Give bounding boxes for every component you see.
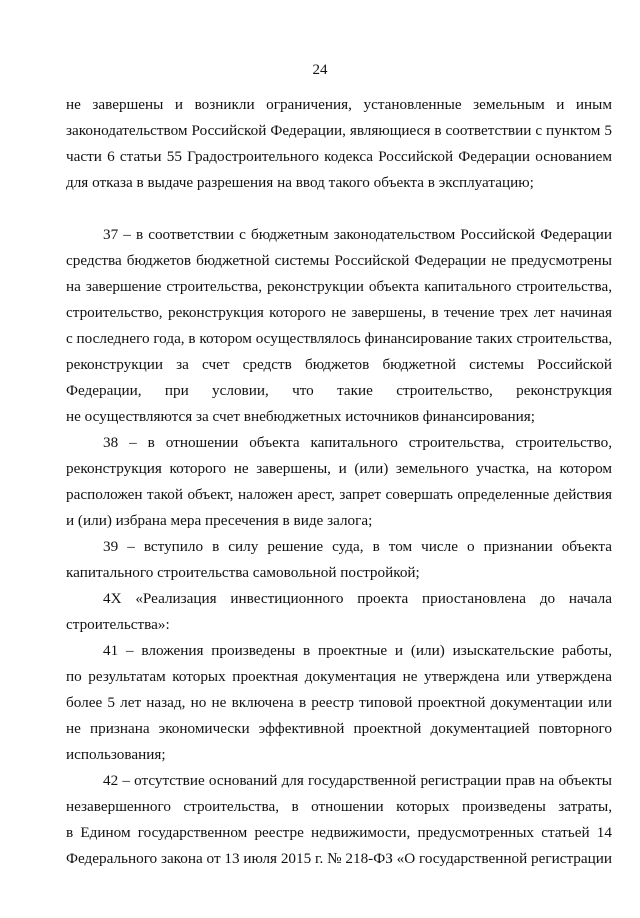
text-line: с последнего года, в котором осуществлялось финансирование таких строительства, [66, 330, 612, 347]
text-line: в Едином государственном реестре недвижимости, предусмотренных статьей 14 [66, 824, 612, 841]
text-line: незавершенного строительства, в отношении которых произведены затраты, [66, 798, 612, 815]
text-line: Федерального закона от 13 июля 2015 г. № 218-ФЗ «О государственной регистрации [66, 850, 612, 867]
text-line: реконструкция которого не завершены, и (или) земельного участка, на котором [66, 460, 612, 477]
paragraph-41-line: 41 – вложения произведены в проектные и (или) изыскательские работы, [103, 642, 612, 659]
text-line: средства бюджетов бюджетной системы Российской Федерации не предусмотрены [66, 252, 612, 269]
text-line: и (или) избрана мера пресечения в виде залога; [66, 512, 373, 529]
text-line: более 5 лет назад, но не включена в реестр типовой проектной документации или [66, 694, 612, 711]
paragraph-37-line: 37 – в соответствии с бюджетным законодательством Российской Федерации [103, 226, 612, 243]
text-line: части 6 статьи 55 Градостроительного кодекса Российской Федерации основанием [66, 148, 612, 165]
paragraph-42-line: 42 – отсутствие оснований для государственной регистрации прав на объекты [103, 772, 612, 789]
text-line: строительство, реконструкция которого не завершены, в течение трех лет начиная [66, 304, 612, 321]
text-line: капитального строительства самовольной постройкой; [66, 564, 420, 581]
text-line: расположен такой объект, наложен арест, запрет совершать определенные действия [66, 486, 612, 503]
text-line: не осуществляются за счет внебюджетных источников финансирования; [66, 408, 536, 425]
paragraph-38-line: 38 – в отношении объекта капитального строительства, строительство, [103, 434, 612, 451]
text-line: для отказа в выдаче разрешения на ввод такого объекта в эксплуатацию; [66, 174, 534, 191]
text-line: не завершены и возникли ограничения, установленные земельным и иным [66, 96, 612, 113]
paragraph-39-line: 39 – вступило в силу решение суда, в том числе о признании объекта [103, 538, 612, 555]
text-line: строительства»: [66, 616, 170, 633]
page-number: 24 [312, 62, 328, 78]
text-line: по результатам которых проектная документация не утверждена или утверждена [66, 668, 612, 685]
text-line: Федерации, при условии, что такие строительство, реконструкция [66, 382, 612, 399]
text-line: на завершение строительства, реконструкции объекта капитального строительства, [66, 278, 612, 295]
text-line: законодательством Российской Федерации, являющиеся в соответствии с пунктом 5 [66, 122, 612, 139]
text-line: использования; [66, 746, 166, 763]
text-line: не признана экономически эффективной проектной документацией повторного [66, 720, 612, 737]
text-line: реконструкции за счет средств бюджетов бюджетной системы Российской [66, 356, 612, 373]
paragraph-4x-line: 4Х «Реализация инвестиционного проекта приостановлена до начала [103, 590, 612, 607]
